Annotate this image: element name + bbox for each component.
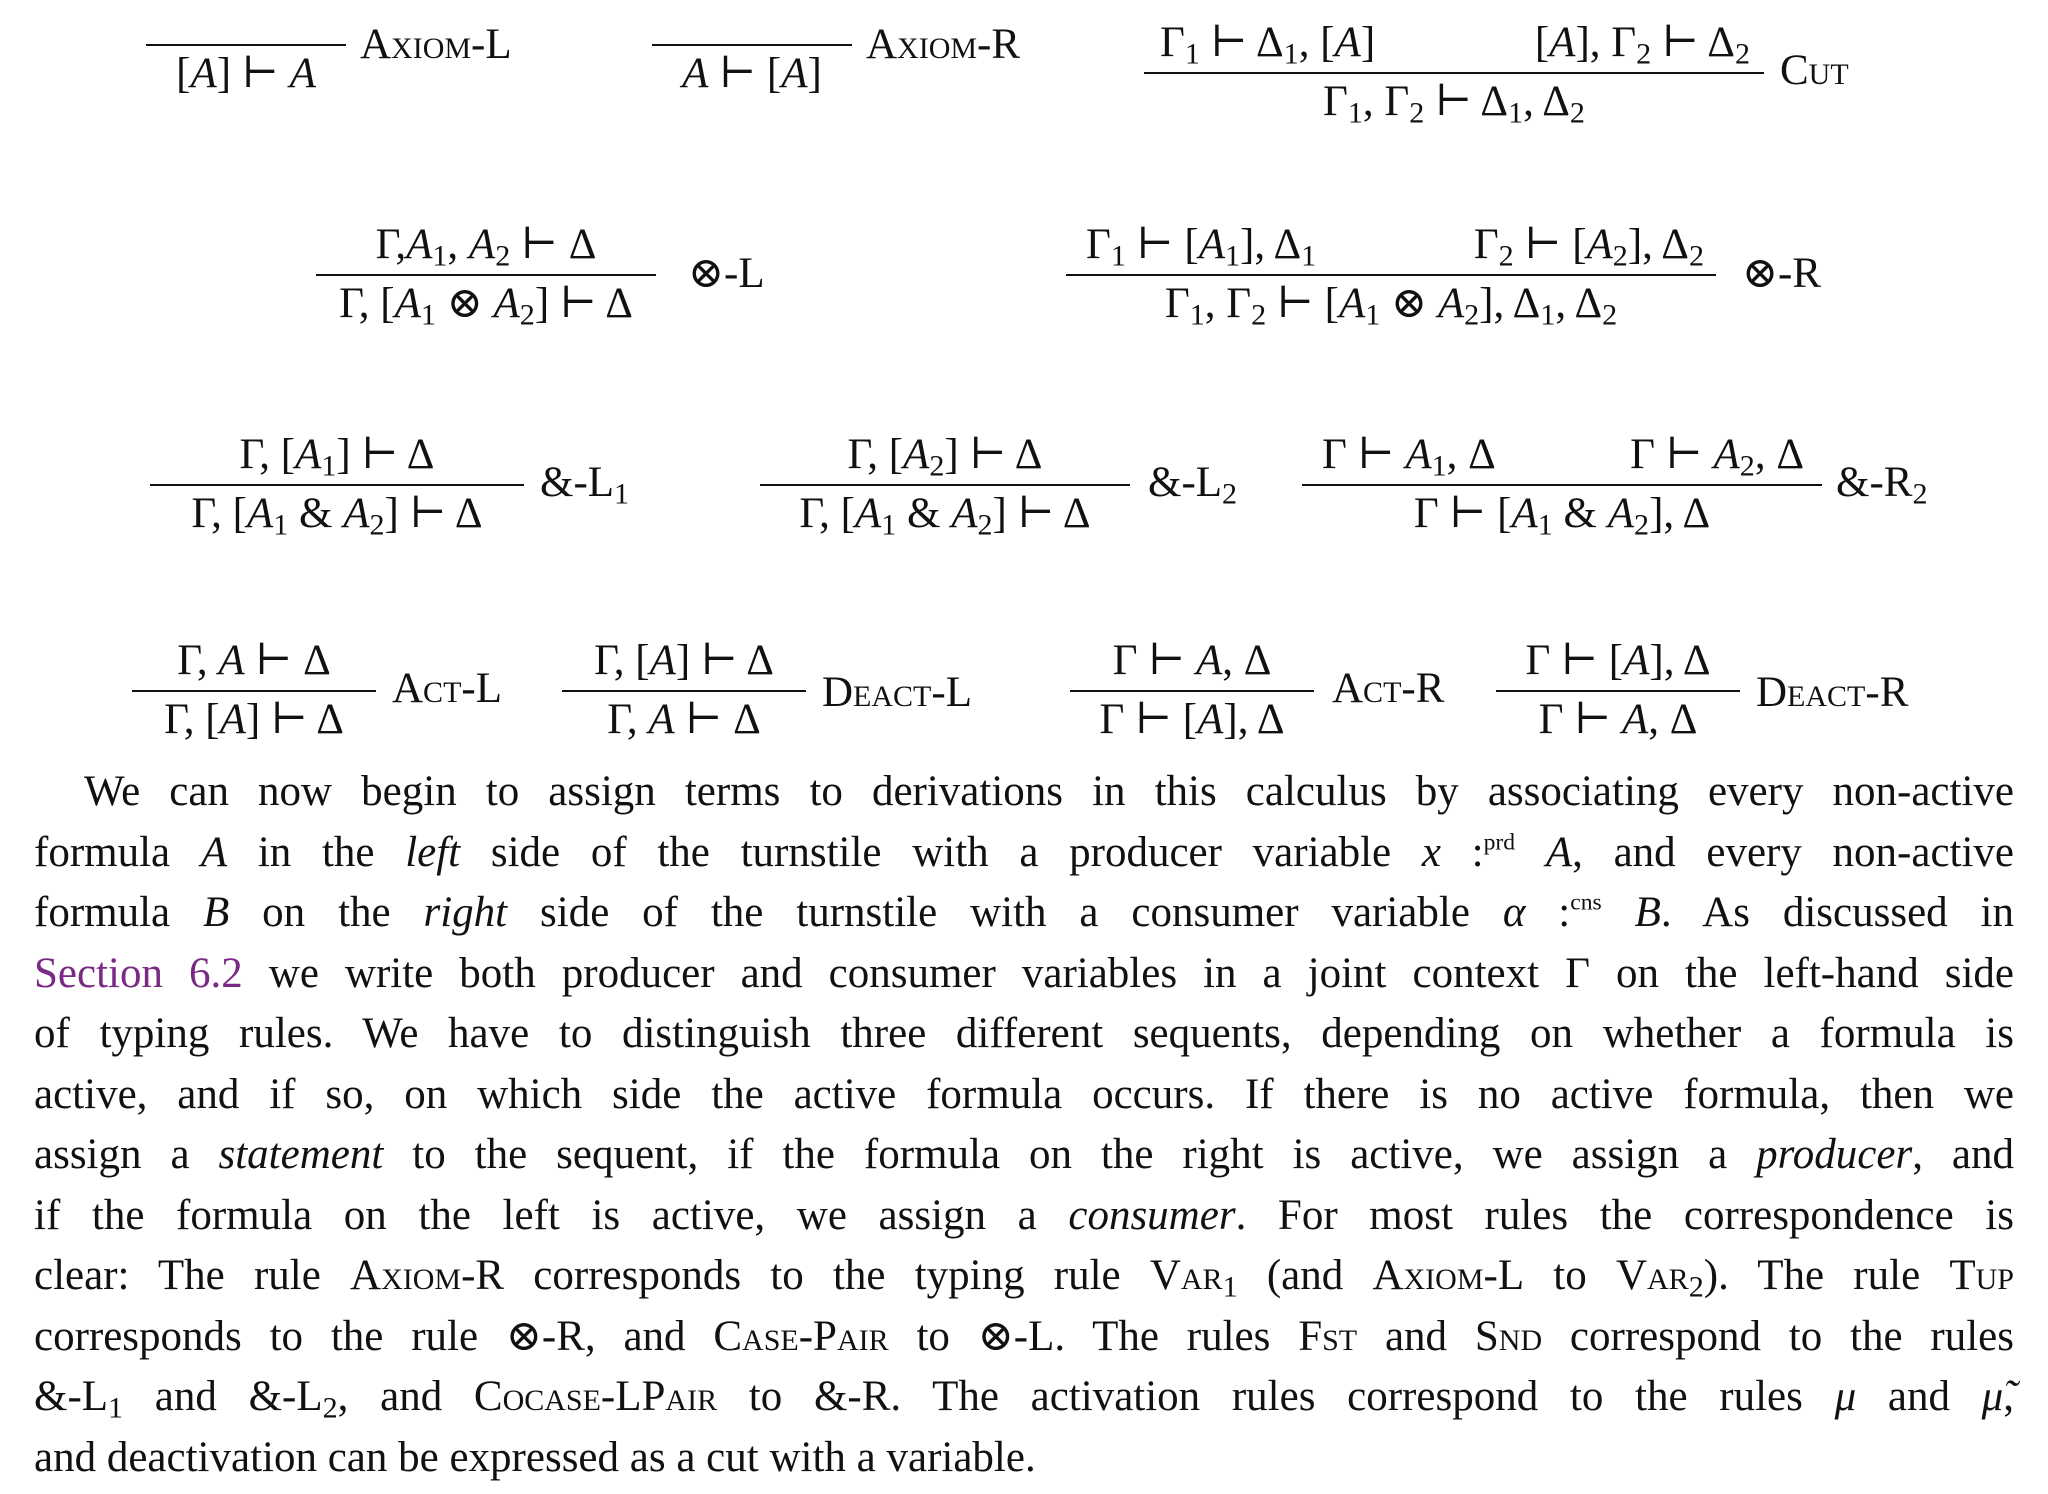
rule-name-axiom-r: Axiom-R	[866, 21, 1021, 68]
rule-name-tensor-l: ⊗-L	[688, 250, 765, 297]
rule-name-axiom-l: Axiom-L	[360, 21, 512, 68]
rule-name-act-l: Act-L	[392, 665, 502, 712]
rule-name-tensor-r: ⊗-R	[1742, 250, 1822, 297]
section-link[interactable]: Section 6.2	[34, 949, 243, 997]
rule-name-with-l1: $\&-L_1$	[540, 459, 630, 511]
rule-name-with-r: $\&-R_2$	[1836, 459, 1928, 511]
rule-name-cut: Cut	[1780, 47, 1849, 94]
rule-name-act-r: Act-R	[1332, 665, 1445, 712]
rule-name-deact-l: Deact-L	[822, 669, 972, 716]
page: [A] ⊢ A Axiom-L A ⊢ [A] Axiom-R $\Gamma_1$ ⊢ $\Delta_1$, [A] [A], $\Gamma_2$ ⊢ $\Delta_2$ $\Gamma_1$, $\Gamma_2$ ⊢ $\Delta_1$, $\Delta_2$ Cut $\Gamma,A_1$, $A_2$ ⊢ Δ Γ, [$A_1$ ⊗ $A_2$] ⊢ Δ ⊗-L $\Gamma_1$ ⊢ $[A_1]$, $\Delta_1$ $\Gamma_2$ ⊢ $[A_2]$, $\Delta_2$ $\Gamma_1$, $\Gamma_2$ ⊢ [$A_1$ ⊗ $A_2$], $\Delta_1$, $\Delta_2$ ⊗-R Γ, $[A_1]$ ⊢ Δ Γ, [$A_1$ & $A_2$] ⊢ Δ $\&-L_1$ Γ, $[A_2]$ ⊢ Δ Γ, [$A_1$ & $A_2$] ⊢ Δ $\&-L_2$ Γ ⊢ $A_1$, Δ Γ ⊢ $A_2$, Δ Γ ⊢ [$A_1$ & $A_2$], Δ $\&-R_2$ Γ, A ⊢ Δ Γ, [A] ⊢ Δ Act-L Γ, [A] ⊢ Δ Γ, A ⊢ Δ Deact-L Γ ⊢ A, Δ Γ ⊢ [A], Δ Act-R Γ ⊢ [A], Δ Γ ⊢ A, Δ Deact-R We can now begin to assign terms to derivations in this calculus by associating every non-active formula A in the left side of the turnstile with a producer variable x :$^{prd}$ A, and every non-active formula B on the right side of the turnstile with a consumer variable α :$^{cns}$ B. As discussed in Section 6.2 we write both producer and consumer variables in a joint context Γ on the left-hand side of typing rules. We have to distinguish three different sequents, depending on whether a formula is active, and if so, on which side the active formula occurs. If there is no active formula, then we assign a statement to the sequent, if the formula on the right is active, we assign a producer, and if the formula on the left is active, we assign a consumer. For most rules the correspondence is clear: The rule Axiom-R corresponds to the typing rule Var$_1$ (and Axiom-L to Var$_2$). The rule Tup corresponds to the rule ⊗-R, and Case-Pair to ⊗-L. The rules Fst and Snd correspond to the rules $\&-L_1$ and $\&-L_2$, and Cocase-LPair to &-R. The activation rules correspond to the rules μ and μ̃, and deactivation can be expressed as a cut with a variable.	[0, 0, 2048, 1494]
body-paragraph: We can now begin to assign terms to derivations in this calculus by associating every non-active formula A in the left side of the turnstile with a producer variable x :$^{prd}$ A, and every non-active formula B on the right side of the turnstile with a consumer variable α :$^{cns}$ B. As discussed in Section 6.2 we write both producer and consumer variables in a joint context Γ on the left-hand side of typing rules. We have to distinguish three different sequents, depending on whether a formula is active, and if so, on which side the active formula occurs. If there is no active formula, then we assign a statement to the sequent, if the formula on the right is active, we assign a producer, and if the formula on the left is active, we assign a consumer. For most rules the correspondence is clear: The rule Axiom-R corresponds to the typing rule Var$_1$ (and Axiom-L to Var$_2$). The rule Tup corresponds to the rule ⊗-R, and Case-Pair to ⊗-L. The rules Fst and Snd correspond to the rules $\&-L_1$ and $\&-L_2$, and Cocase-LPair to &-R. The activation rules correspond to the rules μ and μ̃, and deactivation can be expressed as a cut with a variable.	[34, 768, 2015, 1481]
rule-name-with-l2: $\&-L_2$	[1148, 459, 1238, 511]
rule-name-deact-r: Deact-R	[1756, 669, 1909, 716]
